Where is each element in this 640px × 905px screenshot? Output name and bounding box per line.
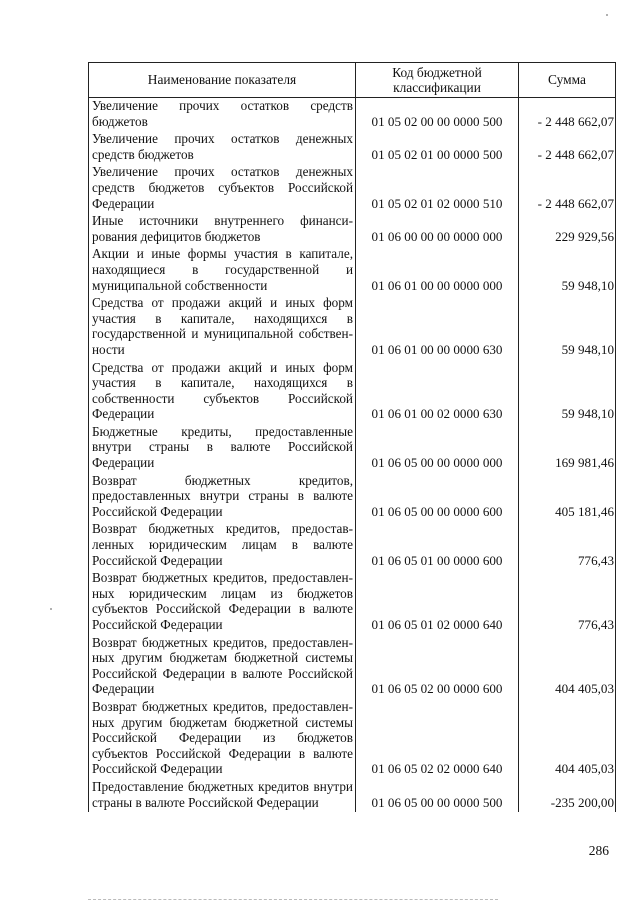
row-sum: 404 405,03 [519, 635, 616, 699]
table-row [89, 521, 616, 570]
row-sum: - 2 448 662,07 [519, 164, 616, 213]
row-sum: 404 405,03 [519, 699, 616, 779]
row-sum: 229 929,56 [519, 213, 616, 246]
table-row [89, 213, 616, 246]
page-number: 286 [588, 843, 609, 858]
row-name: Увеличение прочих остатков средств бюджетов [89, 98, 356, 132]
scan-speck [606, 14, 608, 16]
row-code: 01 06 05 02 02 0000 640 [356, 699, 519, 779]
row-name: Увеличение прочих остатков денежных средств бюджетов [89, 131, 356, 164]
row-code: 01 06 05 00 00 0000 000 [356, 424, 519, 473]
row-name: Возврат бюджетных кредитов, предоставленных другим бюджетам бюджетной системы Российской Федерации из бюджетов субъектов Российской Федерации в валюте Российской Федерации [89, 699, 356, 779]
row-name: Возврат бюджетных кредитов, предоставленных внутри страны в валюте Российской Федерации [89, 473, 356, 522]
header-code: Код бюджетной классификации [356, 63, 519, 98]
row-sum: 59 948,10 [519, 246, 616, 295]
table-row [89, 98, 616, 132]
row-sum: 776,43 [519, 521, 616, 570]
table-row [89, 635, 616, 699]
row-code: 01 06 05 00 00 0000 600 [356, 473, 519, 522]
row-sum: 776,43 [519, 570, 616, 634]
row-code: 01 05 02 00 00 0000 500 [356, 98, 519, 132]
row-sum: 169 981,46 [519, 424, 616, 473]
header-name: Наименование показателя [89, 63, 356, 98]
table-row [89, 246, 616, 295]
row-name: Бюджетные кредиты, предоставленные внутри страны в валюте Российской Федерации [89, 424, 356, 473]
row-code: 01 06 05 01 00 0000 600 [356, 521, 519, 570]
header-sum: Сумма [519, 63, 616, 98]
row-code: 01 06 05 00 00 0000 500 [356, 779, 519, 812]
row-sum: 59 948,10 [519, 295, 616, 359]
table-row [89, 424, 616, 473]
row-name: Возврат бюджетных кредитов, предоставленных юридическим лицам из бюджетов субъектов Российской Федерации в валюте Российской Федерации [89, 570, 356, 634]
row-code: 01 05 02 01 02 0000 510 [356, 164, 519, 213]
row-sum: - 2 448 662,07 [519, 98, 616, 132]
row-code: 01 05 02 01 00 0000 500 [356, 131, 519, 164]
row-name: Увеличение прочих остатков денежных средств бюджетов субъектов Российской Федерации [89, 164, 356, 213]
row-name: Средства от продажи акций и иных форм участия в капитале, находящихся в собственности субъектов Российской Федерации [89, 360, 356, 424]
table-row [89, 699, 616, 779]
table-row [89, 131, 616, 164]
row-name: Акции и иные формы участия в капитале, находящиеся в государственной и муниципальной собственности [89, 246, 356, 295]
row-name: Возврат бюджетных кредитов, предоставленных юридическим лицам в валюте Российской Федерации [89, 521, 356, 570]
footer-rule [88, 899, 498, 900]
table-row [89, 164, 616, 213]
row-name: Возврат бюджетных кредитов, предоставленных другим бюджетам бюджетной системы Российской Федерации в валюте Российской Федерации [89, 635, 356, 699]
row-sum: - 2 448 662,07 [519, 131, 616, 164]
table-row [89, 295, 616, 359]
row-sum: 405 181,46 [519, 473, 616, 522]
row-name: Иные источники внутреннего финансирования дефицитов бюджетов [89, 213, 356, 246]
row-code: 01 06 01 00 02 0000 630 [356, 360, 519, 424]
row-sum: 59 948,10 [519, 360, 616, 424]
scan-speck [50, 608, 52, 610]
row-name: Средства от продажи акций и иных форм участия в капитале, находящихся в государственной и муниципальной собственности [89, 295, 356, 359]
row-sum: -235 200,00 [519, 779, 616, 812]
table-header-row [89, 63, 616, 98]
table-row [89, 360, 616, 424]
row-code: 01 06 05 01 02 0000 640 [356, 570, 519, 634]
table-row [89, 570, 616, 634]
table-row [89, 473, 616, 522]
row-code: 01 06 00 00 00 0000 000 [356, 213, 519, 246]
table-row [89, 779, 616, 812]
row-code: 01 06 01 00 00 0000 630 [356, 295, 519, 359]
sources-table [88, 62, 616, 812]
row-code: 01 06 05 02 00 0000 600 [356, 635, 519, 699]
row-name: Предоставление бюджетных кредитов внутри страны в валюте Российской Федерации [89, 779, 356, 812]
row-code: 01 06 01 00 00 0000 000 [356, 246, 519, 295]
